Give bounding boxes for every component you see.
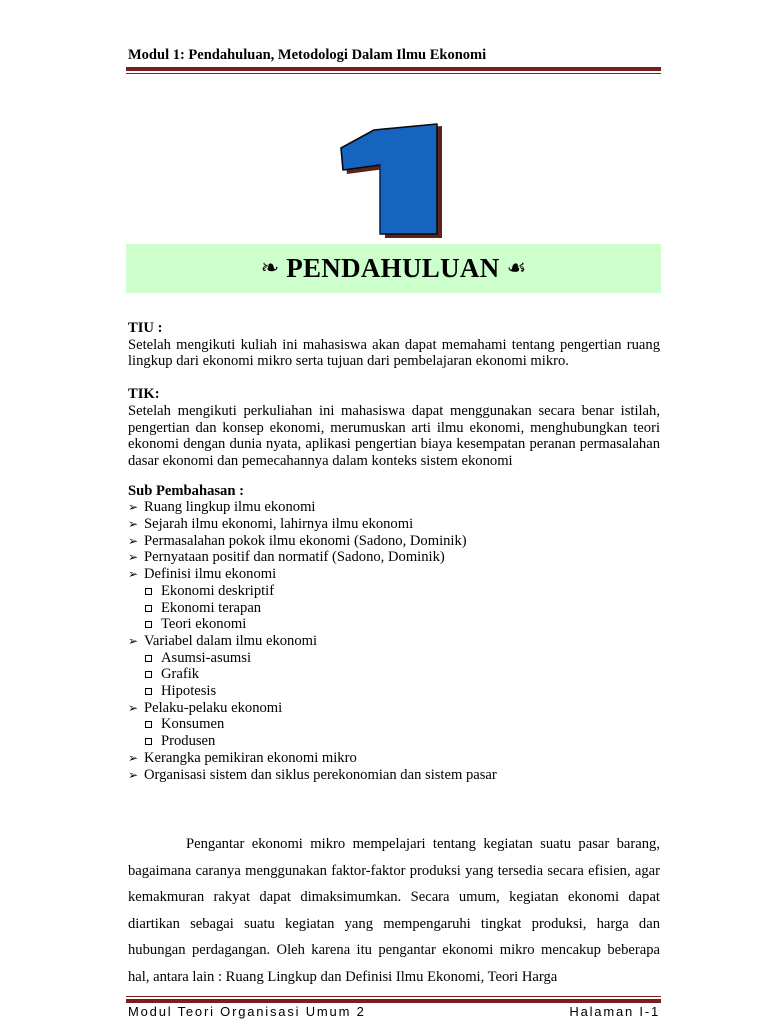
arrow-bullet-icon: ➢ (128, 500, 139, 515)
sub-topic-children (128, 650, 660, 700)
square-bullet-icon (145, 688, 152, 695)
sub-topic-child-text: Produsen (161, 733, 216, 750)
ornament-right-icon: ☙ (506, 256, 527, 281)
arrow-bullet-icon: ➢ (128, 517, 139, 532)
sub-topic-item (128, 700, 660, 717)
arrow-bullet-icon: ➢ (128, 767, 139, 782)
footer-rule-thin (126, 996, 661, 997)
tiu-label: TIU : (128, 320, 163, 336)
sub-topic-child-item (144, 716, 660, 733)
footer-module-name: Modul Teori Organisasi Umum 2 (128, 1004, 366, 1019)
sub-topic-text: Pernyataan positif dan normatif (Sadono, Dominik) (144, 549, 445, 566)
chapter-title: PENDAHULUAN (286, 253, 500, 283)
sub-label: Sub Pembahasan : (128, 482, 244, 499)
arrow-bullet-icon: ➢ (128, 633, 139, 648)
sub-topic-text: Variabel dalam ilmu ekonomi (144, 632, 318, 649)
header-rule-thick (126, 67, 661, 71)
tik-label: TIK: (128, 386, 160, 403)
sub-topic-child-item (144, 616, 660, 633)
square-bullet-icon (145, 738, 152, 745)
sub-topic-text: Ruang lingkup ilmu ekonomi (144, 499, 316, 516)
sub-topic-child-item (144, 650, 660, 667)
body-paragraph (128, 831, 660, 991)
tik-text: Setelah mengikuti perkuliahan ini mahasiswa dapat menggunakan secara benar istilah, pengertian dan konsep ekonomi, merumuskan arti ilmu ekonomi, menghubungkan teori ekonomi dengan dunia nyata, aplikasi pengertian biaya kesempatan peranan permasalahan dasar ekonomi dan pemecahannya dalam konteks sistem ekonomi (128, 402, 660, 469)
sub-topic-children (128, 716, 660, 749)
sub-topic-text: Pelaku-pelaku ekonomi (144, 699, 283, 716)
page-header-title: Modul 1: Pendahuluan, Metodologi Dalam Ilmu Ekonomi (128, 47, 487, 63)
sub-topic-text: Kerangka pemikiran ekonomi mikro (144, 749, 357, 766)
sub-topic-child-text: Ekonomi terapan (161, 599, 262, 616)
sub-topic-item (128, 516, 660, 533)
sub-topic-item (128, 533, 660, 550)
sub-topic-item (128, 549, 660, 566)
header-rule-thin (126, 73, 661, 74)
sub-topic-item (128, 767, 660, 784)
sub-topic-child-item (144, 733, 660, 750)
square-bullet-icon (145, 671, 152, 678)
footer-page-number: Halaman I-1 (569, 1004, 660, 1019)
sub-topic-child-item (144, 600, 660, 617)
square-bullet-icon (145, 605, 152, 612)
sub-topic-child-text: Teori ekonomi (161, 616, 247, 633)
sub-topic-text: Definisi ilmu ekonomi (144, 566, 277, 583)
sub-topic-text: Permasalahan pokok ilmu ekonomi (Sadono, Dominik) (144, 532, 467, 549)
arrow-bullet-icon: ➢ (128, 567, 139, 582)
sub-topic-text: Organisasi sistem dan siklus perekonomian dan sistem pasar (144, 766, 497, 783)
sub-topic-item (128, 499, 660, 516)
sub-topic-child-item (144, 666, 660, 683)
sub-topic-child-item (144, 583, 660, 600)
sub-topic-child-text: Grafik (161, 666, 200, 683)
footer-rule-thick (126, 999, 661, 1003)
chapter-title-band (126, 244, 661, 293)
square-bullet-icon (145, 588, 152, 595)
sub-topic-child-text: Hipotesis (161, 683, 217, 700)
sub-topic-children (128, 583, 660, 633)
square-bullet-icon (145, 721, 152, 728)
sub-topic-item (128, 750, 660, 767)
sub-topic-child-text: Ekonomi deskriptif (161, 582, 275, 599)
sub-topic-item (128, 566, 660, 583)
square-bullet-icon (145, 655, 152, 662)
sub-topic-child-item (144, 683, 660, 700)
sub-topic-child-text: Asumsi-asumsi (161, 649, 251, 666)
sub-topic-child-text: Konsumen (161, 716, 225, 733)
square-bullet-icon (145, 621, 152, 628)
content-block (128, 320, 660, 783)
ornament-left-icon: ❧ (260, 256, 280, 281)
arrow-bullet-icon: ➢ (128, 700, 139, 715)
sub-topics-list (128, 499, 660, 783)
body-paragraph-text: Pengantar ekonomi mikro mempelajari tentang kegiatan suatu pasar barang, bagaimana caranya menggunakan faktor-faktor produksi yang tersedia secara efisien, agar kemakmuran rakyat dapat dimaksimumkan. Secara umum, kegiatan ekonomi dapat diartikan sebagai suatu kegiatan yang mempengaruhi tingkat produksi, harga dan hubungan perdagangan. Oleh karena itu pengantar ekonomi mikro mencakup beberapa hal, antara lain : Ruang Lingkup dan Definisi Ilmu Ekonomi, Teori Harga (128, 836, 660, 985)
arrow-bullet-icon: ➢ (128, 533, 139, 548)
arrow-bullet-icon: ➢ (128, 550, 139, 565)
arrow-bullet-icon: ➢ (128, 750, 139, 765)
sub-topic-text: Sejarah ilmu ekonomi, lahirnya ilmu ekonomi (144, 516, 414, 533)
sub-topic-item (128, 633, 660, 650)
tiu-text: Setelah mengikuti kuliah ini mahasiswa akan dapat memahami tentang pengertian ruang lingkup dari ekonomi mikro serta tujuan dari pembelajaran ekonomi mikro. (128, 336, 660, 370)
chapter-number-graphic (335, 120, 455, 245)
